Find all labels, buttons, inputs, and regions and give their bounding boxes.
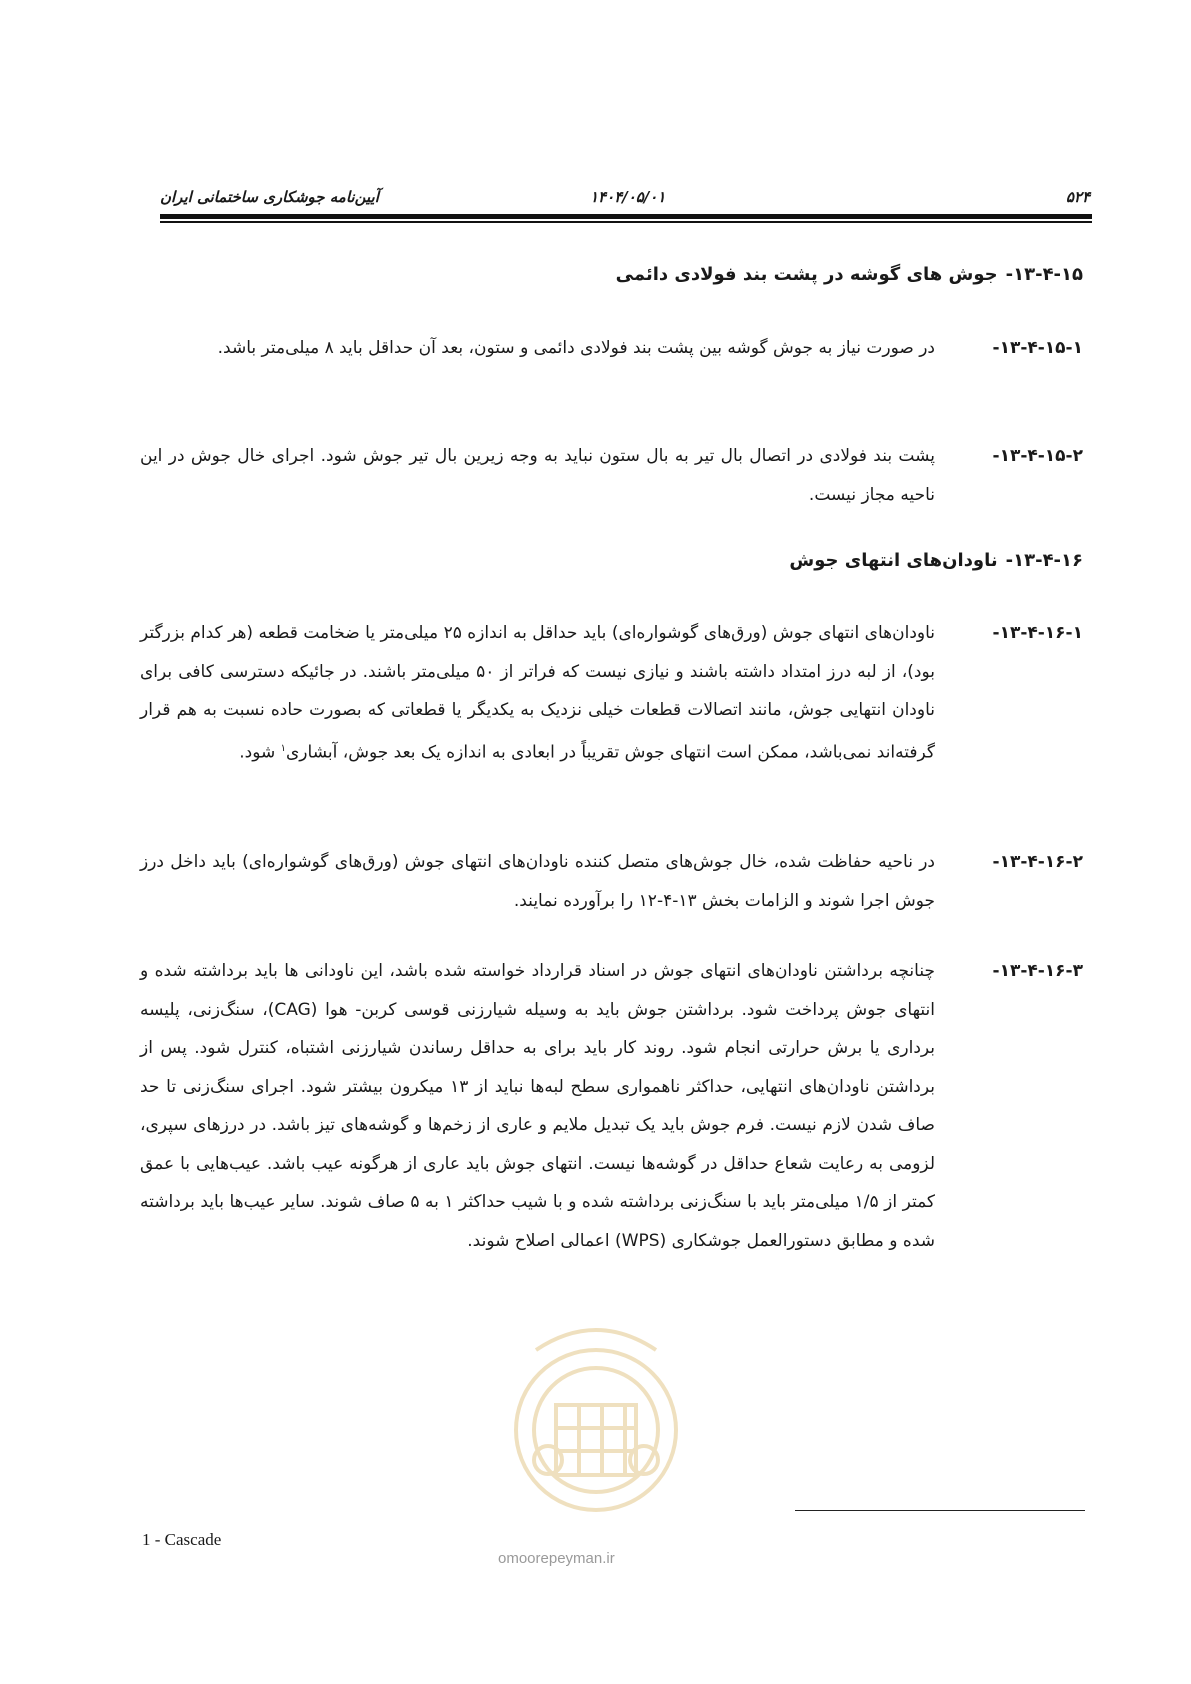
- clause-text: [140, 614, 935, 772]
- clause-text: پشت بند فولادی در اتصال بال تیر به بال ستون نباید به وجه زیرین بال تیر جوش شود. اجرای خال جوش در این ناحیه مجاز نیست.: [140, 446, 935, 505]
- section-title: ناودان‌های انتهای جوش: [789, 550, 998, 571]
- clause-13-4-16-3: [140, 952, 1083, 1260]
- page-number: ۵۲۴: [1065, 188, 1090, 206]
- header-date: ۱۴۰۴/۰۵/۰۱: [590, 188, 666, 206]
- clause-number: ۱۳-۴-۱۶-۱-: [992, 623, 1083, 643]
- clause-text: در ناحیه حفاظت شده، خال جوش‌های متصل کننده ناودان‌های انتهای جوش (ورق‌های گوشواره‌ای) باید داخل درز جوش اجرا شوند و الزامات بخش ۱۳-۴-۱۲ را برآورده نمایند.: [140, 852, 935, 911]
- clause-13-4-15-2: [140, 437, 1083, 514]
- clause-text-tail: شود.: [239, 742, 281, 763]
- section-number: ۱۳-۴-۱۵-: [1005, 264, 1083, 285]
- section-heading-13-4-16: [789, 550, 1083, 571]
- section-number: ۱۳-۴-۱۶-: [1005, 550, 1083, 571]
- clause-text: در صورت نیاز به جوش گوشه بین پشت بند فولادی دائمی و ستون، بعد آن حداقل باید ۸ میلی‌متر باشد.: [217, 338, 935, 358]
- footnote-divider: [795, 1510, 1085, 1511]
- clause-text-body: ناودان‌های انتهای جوش (ورق‌های گوشواره‌ای) باید حداقل به اندازه ۲۵ میلی‌متر یا ضخامت قطعه (هر کدام بزرگتر بود)، از لبه درز امتداد داشته باشند و نیازی نیست که فراتر از ۵۰ میلی‌متر باشند. در جائیکه دسترسی کافی برای ناودان انتهایی جوش، مانند اتصالات قطعات خیلی نزدیک به یکدیگر یا قطعاتی که بصورت حاده نسبت به هم قرار گرفته‌اند نمی‌باشد، ممکن است انتهای جوش تقریباً در ابعادی به اندازه یک بعد جوش، آبشاری: [140, 623, 936, 763]
- clause-number: ۱۳-۴-۱۵-۲-: [992, 446, 1083, 466]
- footnote-reference: ۱: [280, 742, 286, 754]
- watermark-url: omoorepeyman.ir: [498, 1550, 615, 1567]
- document-title: آیین‌نامه جوشکاری ساختمانی ایران: [160, 188, 379, 206]
- clause-number: ۱۳-۴-۱۶-۲-: [992, 852, 1083, 872]
- section-heading-13-4-15: [616, 264, 1083, 285]
- omoorepeyman-seal-logo-icon: [496, 1310, 696, 1540]
- clause-13-4-15-1: [140, 329, 1083, 368]
- clause-13-4-16-1: [140, 614, 1083, 772]
- footnote: 1 - Cascade: [142, 1530, 222, 1549]
- clause-number: ۱۳-۴-۱۵-۱-: [992, 338, 1083, 358]
- header-divider-thin: [160, 221, 1092, 223]
- page-header: [160, 188, 1090, 212]
- clause-13-4-16-2: [140, 843, 1083, 920]
- section-title: جوش های گوشه در پشت بند فولادی دائمی: [615, 264, 998, 285]
- header-divider: [160, 214, 1092, 219]
- clause-number: ۱۳-۴-۱۶-۳-: [992, 961, 1083, 981]
- clause-text: چنانچه برداشتن ناودان‌های انتهای جوش در اسناد قرارداد خواسته شده باشد، این ناودانی ها باید برداشته شده و انتهای جوش پرداخت شود. برداشتن جوش باید به وسیله شیارزنی قوسی کربن- هوا (CAG)، سنگ‌زنی، پلیسه برداری یا برش حرارتی انجام شود. روند کار باید برای به حداقل رساندن شیارزنی اشتباه، کنترل شود. پس از برداشتن ناودان‌های انتهایی، حداکثر ناهمواری سطح لبه‌ها نباید از ۱۳ میکرون بیشتر شود. اجرای سنگ‌زنی تا حد صاف شدن لازم نیست. فرم جوش باید یک تبدیل ملایم و عاری از زخم‌ها و گوشه‌های تیز باشد. در درزهای سپری، لزومی به رعایت شعاع حداقل در گوشه‌ها نیست. انتهای جوش باید عاری از هرگونه عیب باشد. عیب‌هایی با عمق کمتر از ۱/۵ میلی‌متر باید با سنگ‌زنی برداشته شده و با شیب حداکثر ۱ به ۵ صاف شوند. سایر عیب‌ها باید برداشته شده و مطابق دستورالعمل جوشکاری (WPS) اعمالی اصلاح شوند.: [140, 961, 936, 1251]
